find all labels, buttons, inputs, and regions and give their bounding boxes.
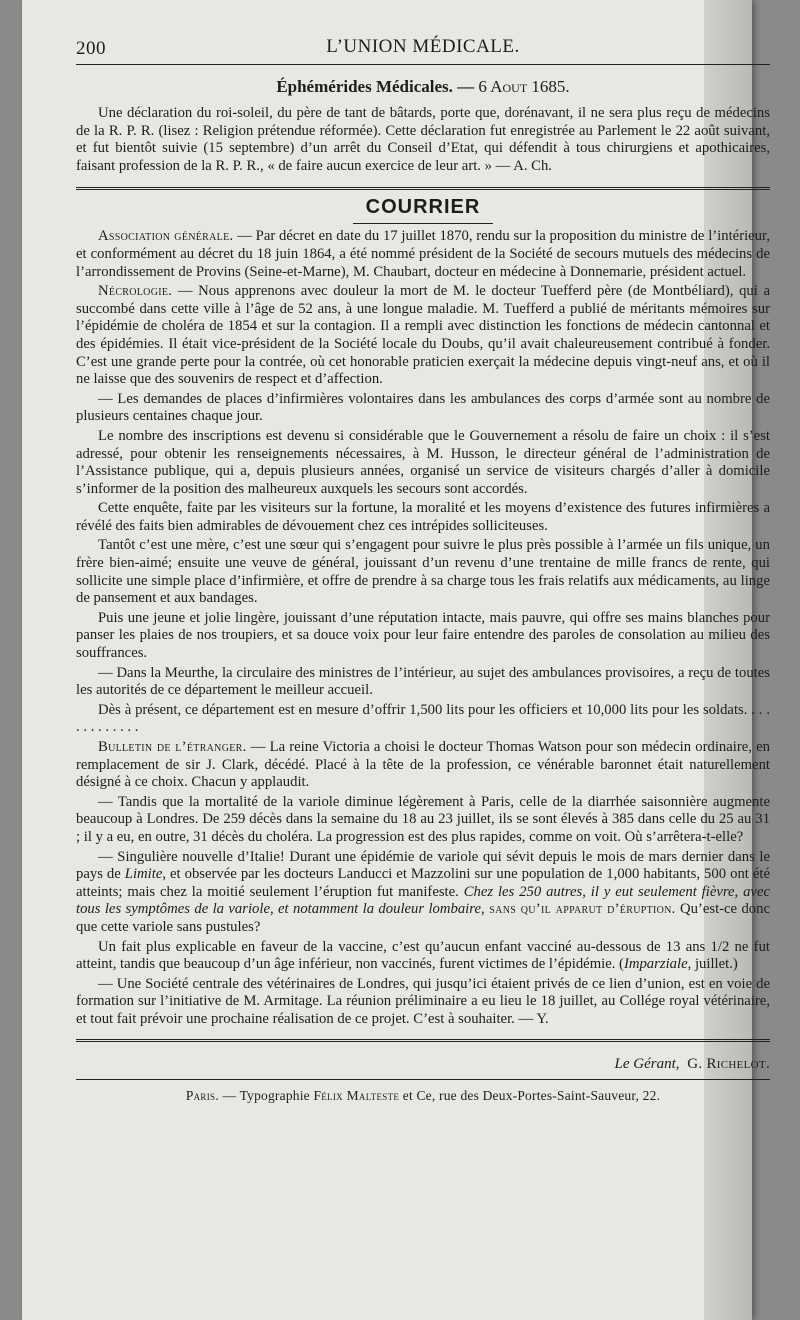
imprint <box>76 1088 770 1104</box>
vaccine-text-before: Un fait plus explicable en faveur de la vaccine, c’est qu’aucun enfant vacciné au-dessous de 13 ans 1/2 ne fut atteint, tandis que beaucoup d’un âge inférieur, non vaccinés, furent victimes de l’épidémie. ( <box>76 938 770 973</box>
vaccine-text-after: , juillet.) <box>687 956 738 973</box>
paragraph: — Tandis que la mortalité de la variole diminue légèrement à Paris, celle de la diarrhée saisonnière augmente beaucoup à Londres. De 259 décès dans la semaine du 18 au 23 juillet, ils se sont élevés à 385 dans celle du 25 au 31 ; il y a eu, en outre, 31 décès du choléra. La progression est des plus rapides, comme on voit. Où s’arrêtera-t-elle? <box>76 793 770 845</box>
imprint-printer: Félix Malteste <box>313 1087 400 1103</box>
vaccine-source: Imparziale <box>623 956 688 973</box>
ephemerides-text: Une déclaration du roi-soleil, du père de tant de bâtards, porte que, dorénavant, il ne sera plus reçu de médecins de la R. P. R. (lisez : Religion prétendue réformée). Cette déclaration fut enregistrée au Parlement le 22 août suivant, et fut bientôt suivie (15 septembre) d’un arrêt du Conseil d’Etat, qui défendit à tous chirurgiens et apothicaires, faisant profession de la R. P. R., « de faire aucun exercice de leur art. » — A. Ch. <box>76 105 770 174</box>
page-content <box>76 30 770 1104</box>
courrier-title-rule <box>353 223 493 224</box>
ephemerides-title: Éphémérides Médicales. — <box>276 77 475 96</box>
italie-place: Limite <box>124 866 163 883</box>
necrologie-text: — Nous apprenons avec douleur la mort de M. le docteur Tuefferd père (de Montbéliard), qui a succombé dans cette ville à l’âge de 52 ans, à une longue maladie. M. Tuefferd a publié de méritants mémoires sur l’épidémie de choléra de 1854 et sur la contagion. Il a rempli avec distinction les fonctions de médecin cantonnal et des épidémies. Il était vice-président de la Société locale du Doubs, qu’il avait chaleureusement contribué à fonder. C’est une grande perte pour la contrée, où cet honorable praticien exerçait la médecine depuis vingt-neuf ans, et où il ne laisse que des souvenirs de respect et d’affection. <box>76 283 770 388</box>
ephemerides-heading <box>76 77 770 97</box>
bulletin-text: — La reine Victoria a choisi le docteur Thomas Watson pour son médecin ordinaire, en remplacement de sir J. Clark, décédé. Placé à la tête de la profession, ce vénérable baronnet était naturellement désigné à ce choix. Chacun y applaudit. <box>76 739 770 791</box>
signature-name: G. Richelot. <box>687 1055 770 1072</box>
italie-text-middle: , et observée par les docteurs Landucci et Mazzolini sur une population de 1,000 habitants, 500 ont été atteints; mais chez la moitié seulement l’éruption fut manifeste. <box>76 866 770 900</box>
imprint-rest: et Ce, rue des Deux-Portes-Saint-Sauveur, 22. <box>399 1087 661 1103</box>
italie-paragraph <box>76 849 770 937</box>
running-head <box>76 30 770 60</box>
necrologie-paragraph <box>76 283 770 389</box>
veterinaires-paragraph: — Une Société centrale des vétérinaires de Londres, qui jusqu’ici étaient privés de ce lien d’union, est en voie de formation sur l’initiative de M. Armitage. La réunion préliminaire a eu lieu le 18 juillet, au Collége royal vétérinaire, et tout fait prévoir une prochaine réalisation de ce projet. C’est à souhaiter. — Y. <box>76 975 770 1027</box>
paragraph: Cette enquête, faite par les visiteurs sur la fortune, la moralité et les moyens d’existence des futures infirmières a révélé des faits bien admirables de dévouement chez ces intrépides solliciteuses. <box>76 500 770 534</box>
imprint-text: — Typographie <box>219 1087 314 1103</box>
italie-text-after: Qu’est-ce donc que cette variole sans pustules? <box>76 901 770 935</box>
signature <box>76 1056 770 1073</box>
bulletin-paragraph <box>76 739 770 792</box>
journal-page <box>22 0 770 1320</box>
italie-text-before: — Singulière nouvelle d’Italie! Durant une épidémie de variole qui sévit depuis le mois de mars dernier dans le pays de <box>76 848 770 883</box>
page-number: 200 <box>76 38 106 59</box>
ephemerides-date: 6 Aout 1685. <box>478 77 570 96</box>
association-text: — Par décret en date du 17 juillet 1870, rendu sur la proposition du ministre de l’intérieur, et conformément au décret du 18 juin 1864, a été nommé président de la Société de secours mutuels des médecins de l’arrondissement de Provins (Seine-et-Marne), M. Chaubart, docteur en médecine à Donnemarie, président actuel. <box>76 228 770 280</box>
association-paragraph <box>76 228 770 281</box>
paragraph: Tantôt c’est une mère, c’est une sœur qui s’engagent pour suivre le plus près possible à l’armée un fils unique, un frère bien-aimé; ensuite une veuve de général, jouissant d’un revenu d’une trentaine de mille francs de rente, qui sollicite une simple place d’infirmière, et offre de prendre à sa charge tous les frais relatifs aux médicaments, au linge de pansement et aux bandages. <box>76 537 770 607</box>
section-double-rule <box>76 187 770 190</box>
footer-double-rule <box>76 1039 770 1042</box>
journal-title: L’UNION MÉDICALE. <box>326 36 520 57</box>
vaccine-paragraph <box>76 939 770 974</box>
paragraph: — Les demandes de places d’infirmières volontaires dans les ambulances des corps d’armée sont au nombre de plusieurs centaines chaque jour. <box>76 390 770 425</box>
necrologie-label: Nécrologie. <box>98 283 173 300</box>
imprint-rule <box>76 1079 770 1080</box>
imprint-city: Paris. <box>185 1087 220 1103</box>
courrier-title: COURRIER <box>365 196 481 219</box>
association-label: Association générale. <box>98 228 234 245</box>
paragraph: — Dans la Meurthe, la circulaire des ministres de l’intérieur, au sujet des ambulances provisoires, a reçu de toutes les autorités de ce département le meilleur accueil. <box>76 664 770 699</box>
paragraph: Puis une jeune et jolie lingère, jouissant d’une réputation intacte, mais pauvre, qui offre ses mains blanches pour panser les plaies de nos troupiers, et sa douce voix pour leur faire entendre des paroles de consolation au milieu des souffrances. <box>76 609 770 662</box>
italie-caps-text: sans qu’il apparut d’éruption. <box>484 901 676 918</box>
italie-italic-text: Chez les 250 autres, il y eut seulement fièvre, avec tous les symptômes de la variole, et notamment la douleur lombaire, <box>76 883 770 918</box>
paragraph: Le nombre des inscriptions est devenu si considérable que le Gouvernement a résolu de faire un choix : il s’est adressé, pour obtenir les renseignements nécessaires, à M. Husson, le directeur général de l’administration de l’Assistance publique, qui a, depuis plusieurs années, organisé un service de visiteurs chargés d’aller à domicile s’informer de la position des malheureux auxquels les secours sont accordés. <box>76 427 770 497</box>
signature-role: Le Gérant, <box>614 1055 680 1072</box>
header-rule <box>76 64 770 65</box>
paragraph: Dès à présent, ce département est en mesure d’offrir 1,500 lits pour les officiers et 10,000 lits pour les soldats. . . . . . . . . . . . . <box>76 701 770 736</box>
bulletin-label: Bulletin de l’étranger. <box>98 739 247 755</box>
